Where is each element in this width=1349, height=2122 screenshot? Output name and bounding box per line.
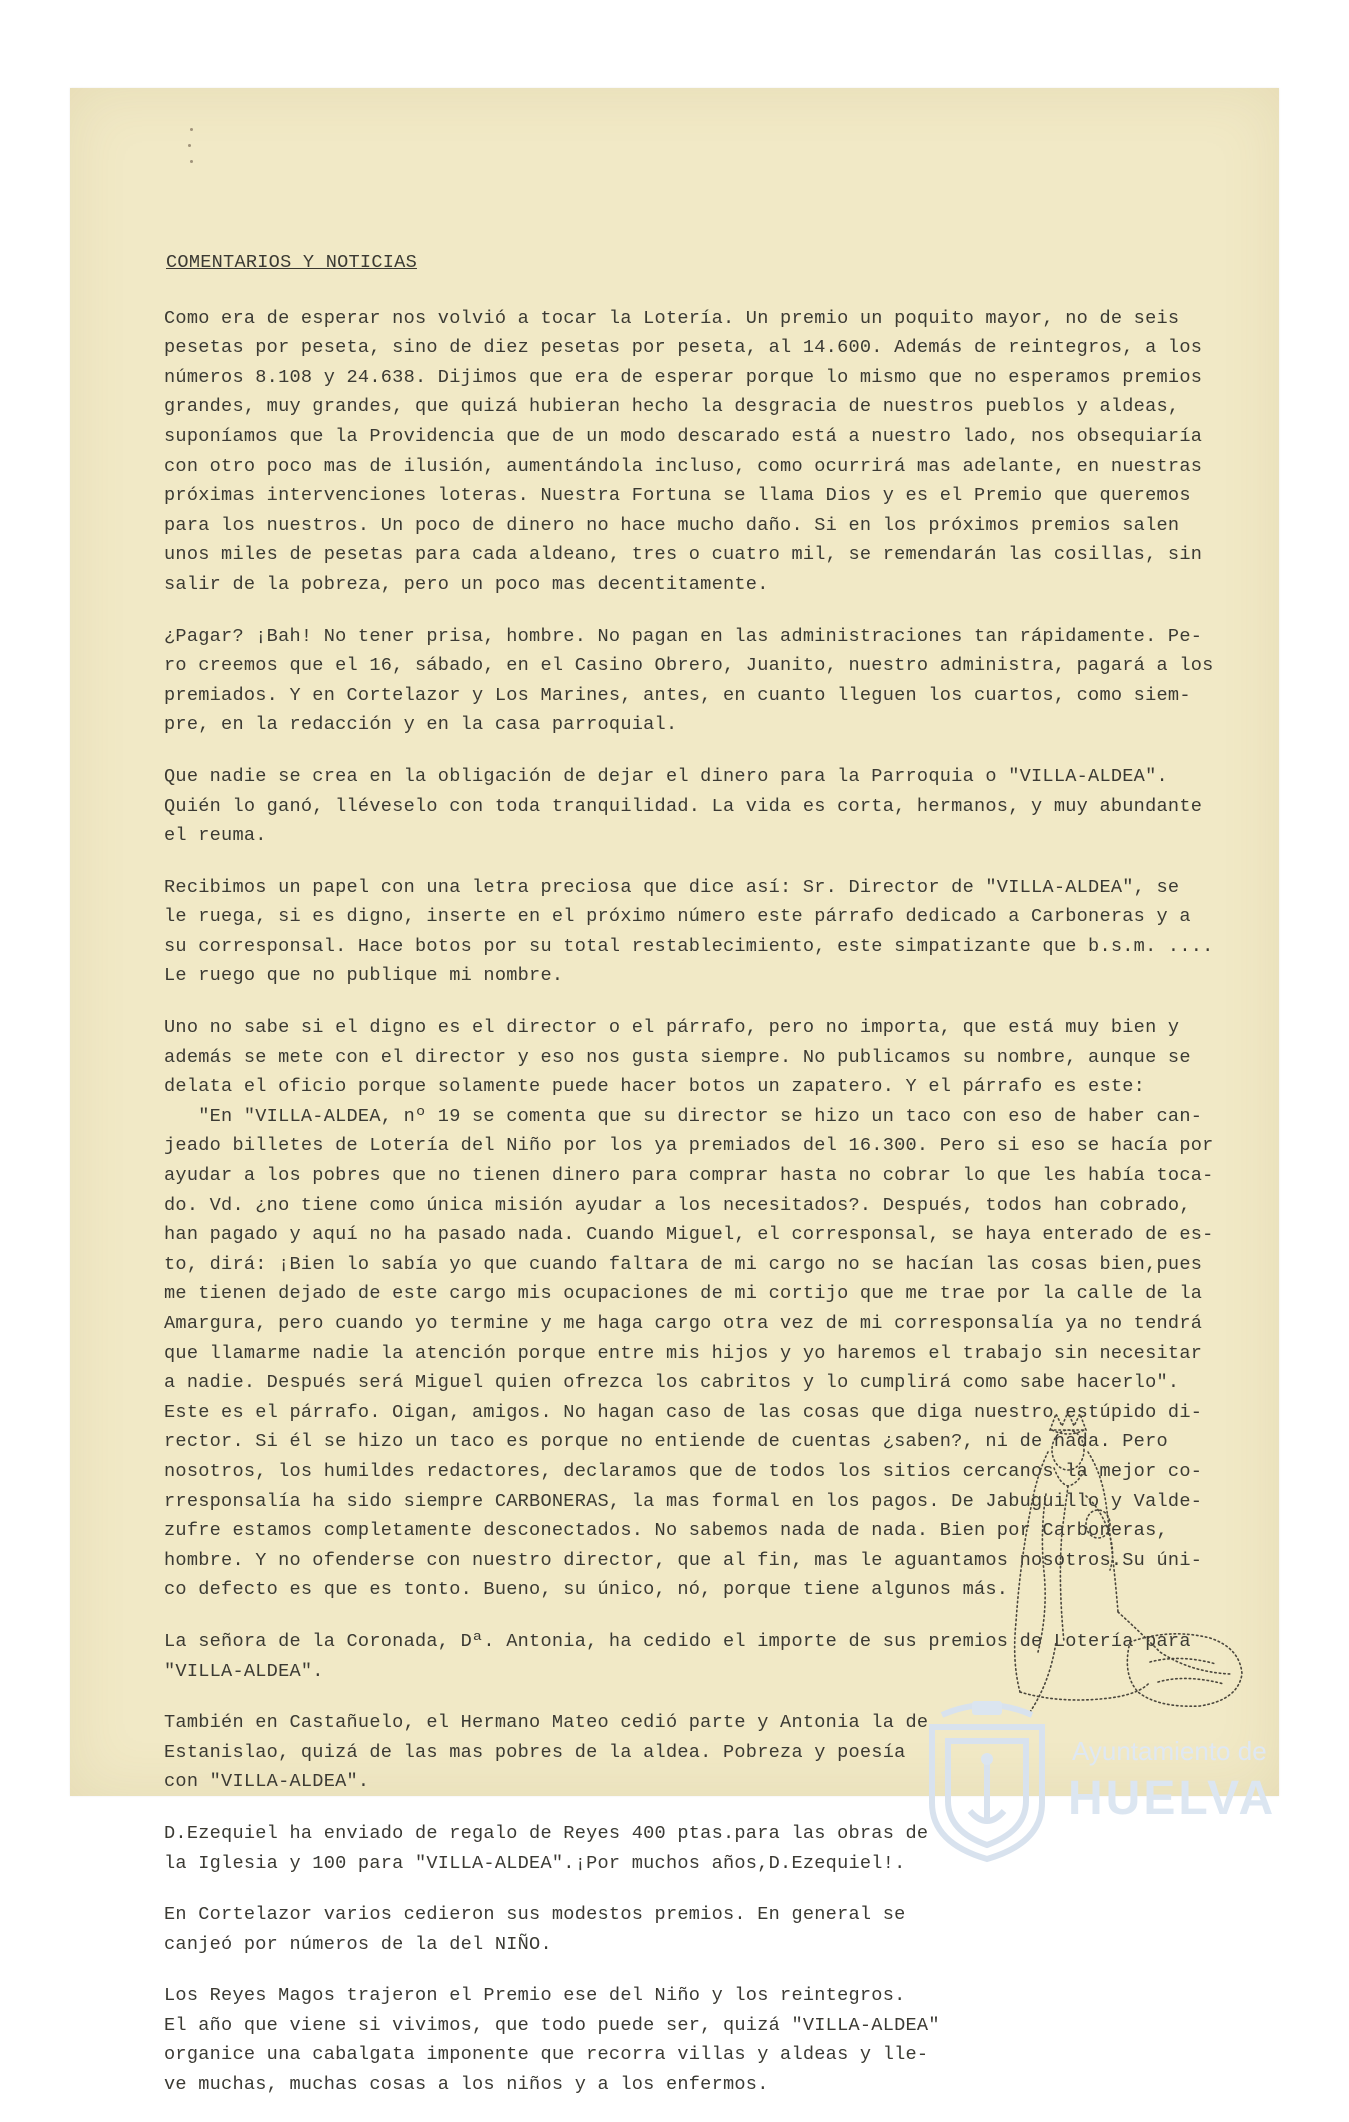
coat-of-arms-icon (912, 1693, 1062, 1863)
huelva-watermark (912, 1693, 1282, 1863)
punch-mark (188, 144, 191, 147)
dotted-madonna-illustration (990, 1412, 1256, 1714)
paragraph-coronada: La señora de la Coronada, Dª. Antonia, ha cedido el importe de sus premios de Lotería para "VILLA-ALDEA". (164, 1630, 1191, 1682)
paragraph-ezequiel: D.Ezequiel ha enviado de regalo de Reyes 400 ptas.para las obras de la Iglesia y 100 para "VILLA-ALDEA".¡Por muchos años,D.Ezequiel!. (164, 1822, 929, 1874)
paragraph-pagar: ¿Pagar? ¡Bah! No tener prisa, hombre. No pagan en las administraciones tan rápidamente. Pe- ro creemos que el 16, sábado, en el Casino Obrero, Juanito, nuestro administra, pagará a los premiados. Y en Cortelazor y Los Marines, antes, en cuanto lleguen los cuartos, como siem- pre, en la redacción y en la casa parroquial. (164, 625, 1214, 736)
watermark-line-1: Ayuntamiento de (1072, 1736, 1267, 1766)
section-heading: COMENTARIOS Y NOTICIAS (166, 252, 417, 273)
paragraph-reyes-magos: Los Reyes Magos trajeron el Premio ese del Niño y los reintegros. El año que viene si vivimos, que todo puede ser, quizá "VILLA-ALDEA" organice una cabalgata imponente que recorra villas y aldeas y lle- ve muchas, muchas cosas a los niños y a los enfermos. (164, 1985, 940, 2096)
punch-mark (190, 160, 193, 163)
paragraph-carboneras: Uno no sabe si el digno es el director o el párrafo, pero no importa, que está muy bien y además se mete con el director y eso nos gusta siempre. No publicamos su nombre, aunque se delata el oficio porque solamente puede hacer botos un zapatero. Y el párrafo es este: "En "VILLA-ALDEA, nº 19 se comenta que su director se hizo un taco con eso de haber can- jeado billetes de Lotería del Niño por los ya premiados del 16.300. Pero si eso se hacía por ayudar a los pobres que no tienen dinero para comprar hasta no cobrar lo que les había toca- do. Vd. ¿no tiene como única misión ayudar a los necesitados?. Después, todos han cobrado, han pagado y aquí no ha pasado nada. Cuando Miguel, el corresponsal, se haya enterado de es- to, dirá: ¡Bien lo sabía yo que cuando faltara de mi cargo no se hacían las cosas bien,pues me tienen dejado de este cargo mis ocupaciones de mi cortijo que me trae por la calle de la Amargura, pero cuando yo termine y me haga cargo otra vez de mi corresponsalía ya no tendrá que llamarme nadie la atención porque entre mis hijos y yo haremos el trabajo sin necesitar a nadie. Después será Miguel quien ofrezca los cabritos y lo cumplirá como sabe hacerlo". Este es el párrafo. Oigan, amigos. No hagan caso de las cosas que diga nuestro estúpido di- rector. Si él se hizo un taco es porque no entiende de cuentas ¿saben?, ni de nada. Pero nosotros, los humildes redactores, declaramos que de todos los sitios cercanos la mejor co- rresponsalía ha sido siempre CARBONERAS, la mas formal en los pagos. De Jabuguillo y Valde- zufre estamos completamente desconectados. No sabemos nada de nada. Bien por Carboneras, hombre. Y no ofenderse con nuestro director, que al fin, mas le aguantamos nosotros.Su úni- co defecto es que es tonto. Bueno, su único, nó, porque tiene algunos más. (164, 1017, 1214, 1601)
paragraph-castanuelo: También en Castañuelo, el Hermano Mateo cedió parte y Antonia la de Estanislao, quizá de las mas pobres de la aldea. Pobreza y poesía con "VILLA-ALDEA". (164, 1712, 929, 1793)
paragraph-parroquia: Que nadie se crea en la obligación de dejar el dinero para la Parroquia o "VILLA-ALDEA". Quién lo ganó, lléveselo con toda tranquilidad. La vida es corta, hermanos, y muy abundante el reuma. (164, 765, 1203, 847)
paragraph-cortelazor: En Cortelazor varios cedieron sus modestos premios. En general se canjeó por números de la del NIÑO. (164, 1904, 906, 1955)
paragraph-papel: Recibimos un papel con una letra preciosa que dice así: Sr. Director de "VILLA-ALDEA", se le ruega, si es digno, inserte en el próximo número este párrafo dedicado a Carboneras y a su corresponsal. Hace botos por su total restablecimiento, este simpatizante que b.s.m. .... Le ruego que no publique mi nombre. (164, 876, 1214, 987)
watermark-line-2: HUELVA (1068, 1772, 1277, 1825)
punch-mark (190, 128, 193, 131)
paragraph-loteria: Como era de esperar nos volvió a tocar la Lotería. Un premio un poquito mayor, no de seis pesetas por peseta, sino de diez pesetas por peseta, al 14.600. Además de reintegros, a los números 8.108 y 24.638. Dijimos que era de esperar porque lo mismo que no esperamos premios grandes, muy grandes, que quizá hubieran hecho la desgracia de nuestros pueblos y aldeas, suponíamos que la Providencia que de un modo descarado está a nuestro lado, nos obsequiaría con otro poco mas de ilusión, aumentándola incluso, como ocurrirá mas adelante, en nuestras próximas intervenciones loteras. Nuestra Fortuna se llama Dios y es el Premio que queremos para los nuestros. Un poco de dinero no hace mucho daño. Si en los próximos premios salen unos miles de pesetas para cada aldeano, tres o cuatro mil, se remendarán las cosillas, sin salir de la pobreza, pero un poco mas decentitamente. (164, 307, 1203, 595)
